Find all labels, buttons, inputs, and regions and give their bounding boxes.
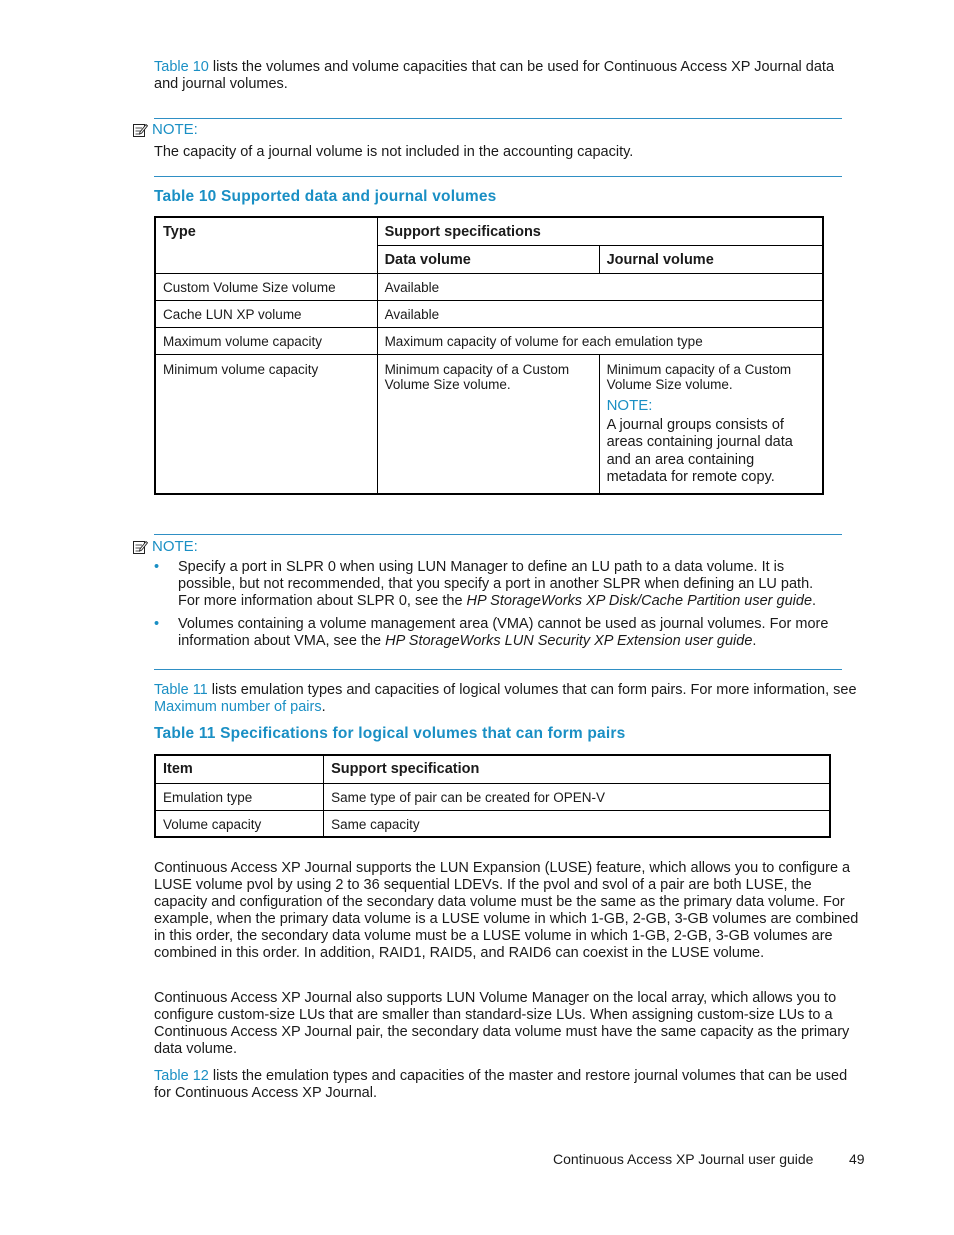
- bullet-icon: •: [154, 616, 160, 632]
- table11-intro: [154, 682, 859, 716]
- note-pencil-icon: [132, 122, 148, 138]
- bullet1-text: Specify a port in SLPR 0 when using LUN Manager to define an LU path to a data volume. It is possible, but not recommended, that you specify a port in another SLPR when defining an LU path. For more information about SLPR 0, see the: [178, 559, 814, 609]
- note-pencil-icon: [132, 539, 148, 555]
- note2-bullet-2: [154, 616, 834, 650]
- table11: [154, 754, 831, 838]
- table10-header-type: Type: [155, 217, 377, 273]
- table10-cell-journal-min: [599, 354, 823, 494]
- table11-intro-text: lists emulation types and capacities of logical volumes that can form pairs. For more information, see: [207, 682, 857, 698]
- table11-header-item: Item: [155, 755, 324, 783]
- table-row: [155, 327, 823, 354]
- table10-header-support: Support specifications: [377, 217, 823, 245]
- luse-paragraph: Continuous Access XP Journal supports the LUN Expansion (LUSE) feature, which allows you to configure a LUSE volume pvol by using 2 to 36 sequential LDEVs. If the pvol and svol of a pair are both LUSE, the capacity and configuration of the secondary data volume must be the same as the primary data volume. For example, when the primary data volume is a LUSE volume in which 1-GB, 2-GB, 3-GB volumes are combined in this order, the secondary data volume must be a LUSE volume in which 1-GB, 2-GB, 3-GB volumes are combined in this order. In addition, RAID1, RAID5, and RAID6 can coexist in the LUSE volume.: [154, 860, 859, 961]
- table10-header-journal-volume: Journal volume: [599, 245, 823, 273]
- table10-cell-data-min: Minimum capacity of a Custom Volume Size volume.: [377, 354, 599, 494]
- note1-top-rule: [154, 118, 842, 119]
- table10-cell-value: Available: [377, 273, 823, 300]
- note2-top-rule: [154, 534, 842, 535]
- bullet-icon: •: [154, 559, 160, 575]
- max-pairs-link[interactable]: Maximum number of pairs: [154, 699, 322, 715]
- table-12-link[interactable]: Table 12: [154, 1068, 209, 1084]
- table12-paragraph: [154, 1068, 859, 1102]
- bullet2-end: .: [752, 633, 757, 649]
- table-row: [155, 810, 830, 837]
- journal-note-label: NOTE:: [606, 396, 653, 414]
- table10: [154, 216, 824, 495]
- table10-cell-type: Custom Volume Size volume: [155, 273, 377, 300]
- table11-cell-spec: Same capacity: [324, 810, 830, 837]
- page-number: 49: [849, 1151, 865, 1167]
- table11-cell-item: Emulation type: [155, 783, 324, 810]
- table10-cell-type: Cache LUN XP volume: [155, 300, 377, 327]
- table10-cell-value: Maximum capacity of volume for each emulation type: [377, 327, 823, 354]
- table-row: [155, 300, 823, 327]
- note2-bullet-1: [154, 559, 834, 610]
- note2-heading: [132, 538, 198, 555]
- table-10-link[interactable]: Table 10: [154, 59, 209, 75]
- note1-label: NOTE:: [152, 121, 198, 138]
- table10-header-data-volume: Data volume: [377, 245, 599, 273]
- table-11-link[interactable]: Table 11: [154, 682, 208, 698]
- note1-bottom-rule: [154, 176, 842, 177]
- note1-text: The capacity of a journal volume is not included in the accounting capacity.: [154, 144, 634, 160]
- table11-intro-end: .: [321, 699, 326, 715]
- table-row: [155, 354, 823, 494]
- table10-cell-type: Maximum volume capacity: [155, 327, 377, 354]
- table12-text: lists the emulation types and capacities of the master and restore journal volumes that can be used for Continuous Access XP Journal.: [154, 1068, 848, 1101]
- table11-cell-spec: Same type of pair can be created for OPEN-V: [324, 783, 830, 810]
- note2-label: NOTE:: [152, 538, 198, 555]
- table10-caption: Table 10 Supported data and journal volumes: [154, 188, 497, 205]
- journal-min-text: Minimum capacity of a Custom Volume Size volume.: [606, 361, 792, 392]
- table10-cell-value: Available: [377, 300, 823, 327]
- table11-header-spec: Support specification: [324, 755, 830, 783]
- footer-title: Continuous Access XP Journal user guide: [553, 1151, 814, 1167]
- table11-caption: Table 11 Specifications for logical volumes that can form pairs: [154, 725, 626, 742]
- note2-bottom-rule: [154, 669, 842, 670]
- note1-heading: [132, 121, 198, 138]
- bullet2-text: Volumes containing a volume management area (VMA) cannot be used as journal volumes. For more information about VMA, see the: [178, 616, 829, 649]
- lvm-paragraph: Continuous Access XP Journal also supports LUN Volume Manager on the local array, which allows you to configure custom-size LUs that are smaller than standard-size LUs. When assigning custom-size LUs to a Continuous Access XP Journal pair, the secondary data volume must have the same capacity as the primary data volume.: [154, 990, 850, 1057]
- table11-cell-item: Volume capacity: [155, 810, 324, 837]
- intro-text: lists the volumes and volume capacities that can be used for Continuous Access XP Journal data and journal volumes.: [154, 59, 835, 92]
- intro-paragraph: [154, 59, 859, 93]
- bullet2-doc-title: HP StorageWorks LUN Security XP Extension user guide: [385, 633, 753, 649]
- bullet1-end: .: [812, 593, 817, 609]
- table10-cell-type: Minimum volume capacity: [155, 354, 377, 494]
- table-row: [155, 783, 830, 810]
- journal-note-text: A journal groups consists of areas containing journal data and an area containing metadata for remote copy.: [606, 416, 793, 485]
- bullet1-doc-title: HP StorageWorks XP Disk/Cache Partition user guide: [466, 593, 813, 609]
- table-row: [155, 273, 823, 300]
